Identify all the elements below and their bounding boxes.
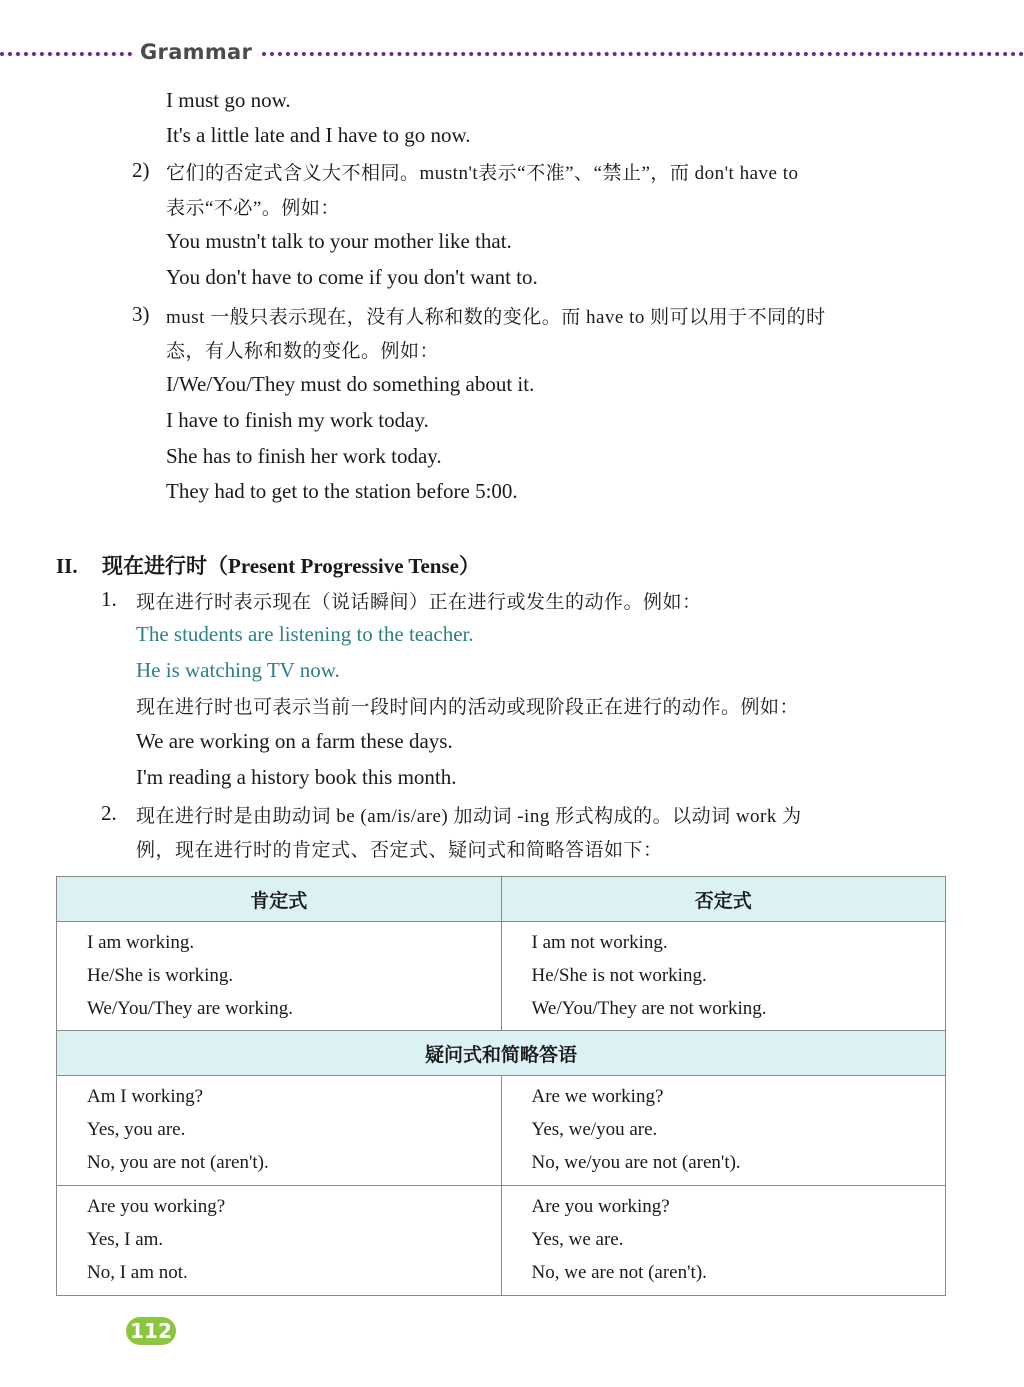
item-text: 现在进行时表示现在（说话瞬间）正在进行或发生的动作。例如： [136,592,702,613]
table-line: No, I am not. [87,1262,188,1283]
table-header-affirmative: 肯定式 [57,877,502,922]
table-line: Yes, you are. [87,1119,186,1140]
section-roman-numeral: II. [56,554,78,578]
header-dotted-rule-right [262,52,1024,56]
negative-cell [501,922,946,1032]
item-number: 2. [101,801,117,825]
point-number: 3) [132,302,150,326]
point-text: must 一般只表示现在，没有人称和数的变化。而 have to 则可以用于不同的时 [166,307,826,328]
page-number-badge: 112 [126,1317,176,1345]
point-text: 它们的否定式含义大不相同。mustn't表示“不准”、“禁止”，而 don't have to [166,163,799,184]
example-line: You don't have to come if you don't want to. [166,265,538,289]
table-line: We/You/They are not working. [531,998,767,1019]
example-line: I'm reading a history book this month. [136,765,457,789]
table-line: No, you are not (aren't). [87,1152,269,1173]
page-header [0,42,1024,64]
item-text: 例，现在进行时的肯定式、否定式、疑问式和简略答语如下： [136,840,663,861]
table-line: No, we/you are not (aren't). [531,1152,741,1173]
table-line: He/She is working. [87,965,234,986]
header-title: Grammar [140,40,253,64]
example-line: I/We/You/They must do something about it. [166,372,535,396]
table-header-negative: 否定式 [501,877,946,922]
example-line: You mustn't talk to your mother like that. [166,229,512,253]
table-line: We/You/They are working. [87,998,294,1019]
affirmative-cell [57,922,502,1032]
item-text: 现在进行时是由助动词 be (am/is/are) 加动词 -ing 形式构成的。以动词 work 为 [136,806,802,827]
table-line: Yes, we/you are. [531,1119,658,1140]
example-line: They had to get to the station before 5:00. [166,479,518,503]
table-line: I am not working. [531,932,668,953]
table-line: No, we are not (aren't). [531,1262,707,1283]
section-title: 现在进行时（Present Progressive Tense） [102,554,480,578]
table-line: Yes, I am. [87,1229,164,1250]
item-number: 1. [101,587,117,611]
table-line: Are you working? [87,1196,226,1217]
point-number: 2) [132,158,150,182]
table-line: Yes, we are. [531,1229,624,1250]
example-line: The students are listening to the teacher. [136,622,474,646]
example-line: He is watching TV now. [136,658,340,682]
example-line: It's a little late and I have to go now. [166,123,471,147]
example-line: We are working on a farm these days. [136,729,453,753]
interrogative-cell [57,1186,502,1296]
point-text: 态，有人称和数的变化。例如： [166,341,440,362]
example-line: I have to finish my work today. [166,408,429,432]
interrogative-cell [501,1186,946,1296]
example-line: I must go now. [166,88,291,112]
table-line: Am I working? [87,1086,204,1107]
table-line: Are we working? [531,1086,664,1107]
section-heading [56,550,480,580]
item-text: 现在进行时也可表示当前一段时间内的活动或现阶段正在进行的动作。例如： [136,697,800,718]
interrogative-cell [501,1076,946,1186]
affirmative-negative-table [56,876,946,1032]
interrogative-table [56,1030,946,1296]
header-dotted-rule-left [0,52,132,56]
interrogative-cell [57,1076,502,1186]
table-line: He/She is not working. [531,965,707,986]
table-header-interrogative: 疑问式和简略答语 [57,1031,946,1076]
table-line: I am working. [87,932,195,953]
example-line: She has to finish her work today. [166,444,442,468]
point-text: 表示“不必”。例如： [166,198,340,219]
table-line: Are you working? [531,1196,670,1217]
